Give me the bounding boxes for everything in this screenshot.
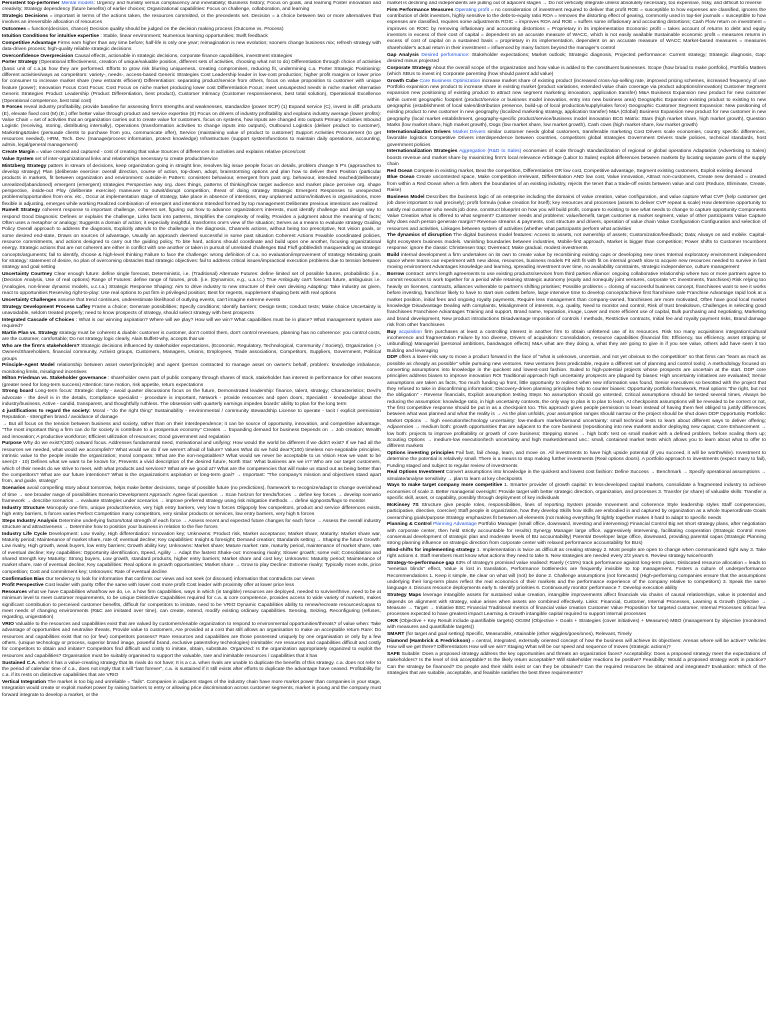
section-term: Scenarios	[2, 486, 26, 492]
section-term: Purpose	[2, 441, 22, 447]
section-martin-plan-vs-strategy	[2, 331, 381, 344]
section-strong-board	[2, 389, 381, 408]
section-body: : shareholder owns part of public company through shares of stock, stakeholder has interest in performance for other reasons (greater need for long-term success) Attention: tone motion, risk appetite, return expectations	[2, 376, 381, 388]
section-term: Uncertainty Challenges	[2, 297, 57, 303]
section-planning-control	[387, 522, 766, 547]
section-body: Moral - "do the right thing" Sustainability - environmental / community stewardship License to operate - tacit / explicit permission Reputation - strengthen brand / avoidance of damage	[2, 408, 381, 421]
section-highlight: Aggregation (R&D to Sales)	[459, 149, 522, 155]
section-term: Outcomes	[2, 27, 26, 33]
section-term: Persistent top-performer	[2, 1, 60, 6]
section-highlight: Planning Advantage	[433, 522, 477, 528]
section-body: reveal industry profitability, provide baseline for assessing firm's strengths and weaknesses, standardize (power SCP) (1) Expand service (C), invest in diff. products (E), elevate fixed cost (M) (E.) offer better value through product and service expertise (S) Focus on drivers of industry profitability and explains industry average (lower profits): Value Chain = set of activities that an organization carries out to create value for customers, focus on systems, how inputs are changed into outputs Primary Activities Inbound Logistic (receiving, storing, distributing internally), Operations (transformation activities to change inputs into outputs), Outbound Logistics (deliver product to customer), Marketing&Sales (persuade clients to purchase from you, communicate offer), Service (maintaining value of product to customer) Support Activities Procurement (to get resources needed), HRM, Tech. Dev. (manage/process information, protect knowledge) Infrastructure (support system/functions to maintain daily operations, accounting, admin, legal/general management)	[2, 105, 381, 149]
section-para	[2, 422, 381, 441]
section-strategy-development-process-lafley	[2, 305, 381, 318]
section-term: Martin Plan vs. Strategy	[2, 330, 58, 336]
section-body: Causal effects, actionable in strategic decisions, corporate finance capabilities, investment strategies	[74, 53, 293, 59]
section-term: 4 justifications to regard the society:	[2, 408, 91, 414]
section-buy	[387, 330, 766, 355]
section-scenarios	[2, 486, 381, 505]
section-term: OKR	[387, 618, 398, 624]
section-corporate-strategy	[387, 66, 766, 79]
section-body: Create uncontested space, Make competition irrelevant, Differentiation AND low cost, Value innovation, Attract non-customers, Create new demand = created from within a Red Ocean when a firm alters the boundaries of an existing industry, rejects the tenet that a trade-off exists between value and cost (Reduce, Eliminate, Create, Raise)	[387, 175, 766, 194]
section-rumelt-strategy	[2, 208, 381, 271]
section-outcomes	[2, 27, 381, 33]
section-body: internal development a firm undertakes on its own to create value by recombining existing caps or developing new ones Internal exploratory environment independent space where teams can experiment with new ideas, resources, business models Fit with fit with fit on internal growth slow to acquire new resources needed to survive in fast moving environment Advantages knowledge and learning, spreading investment over time, no availability constraints, strategic independence, culture management	[387, 252, 766, 271]
section-body: coherent response to important challenge, coherent set, figuring out how to advance organization's interests, must identify challenge and design way to respond Good Diagnosis: Defines or explains the challenge, Links facts into patterns, Simplifies the complexity of reality, Provides a judgment about the meaning of facts; Often uses a metaphor or analogy; Suggests a domain of action; it especially insightful, transforms one's view of the situation; Serves as a means to evaluate strategy Guiding Policy Overall approach to address the diagnosis, Explicitly attends to the challenge in the diagnosis, Channels actions, without being too prescriptive, Not vision goals, or some desired end-state, Draws on sources of advantage, Usually an approach deemed successful in some past situation Coherent Actions Feasible coordinated policies, resource commitments, and actions designed to carry out the guiding policy, To bite hard, actions should coordinate and build upon one another, focusing organizational energy. Strategic actions that are not coherent are either in conflict with one another or taken in pursuit of unrelated challenges Bad Fluff gobbledish masquerading as strategic concepts/arguments; fail to identify, choose & high-level thinking Failure to face the challenge: wrong definition of c.a. no evaluation/improvement of strategy Mistaking goals for strategy: statement of desire, no plan of overcoming obstacles Bad strategic objectives: fail to address critical issues/impractical execution problems due to tension between strategy and goal setting	[2, 208, 381, 271]
section-term: Uncertainty Courtney	[2, 272, 53, 278]
section-body: (for target and goal setting) Specific, Measurable, Attainable (other wiggles/goes/ones), Relevant, Timely	[405, 632, 632, 638]
section-mintzberg-strategy	[2, 164, 381, 208]
section-body: : Stakeholder expectations; Market outlook; Strategic diagnosis, Projected performance: Current strategy; Strategic diagnosis, Gap: desired minus projected	[387, 52, 766, 64]
section-body: → But all focus on the tension between business and society, rather than on their interdependence; it can be source of opportunity, innovation, and competitive advantage. "The most important thing a firm can do for society is contribute to a prosperous economy" Creates → Expanding demand for business Depends on → Job creation; Wealth and innovation; A productive workforce; Efficient utilization of resources; Good government and regulation	[2, 421, 381, 440]
section-body: : Stable, linear environment; Numerous learning opportunities; Swift feedback	[100, 33, 268, 39]
section-highlight: Market Drivers	[452, 129, 486, 135]
section-body: similar customer needs global customers, transferable marketing Cost Drivers scale economies, country specific differences, favorable logistics Competitive Drivers interdependence between countries, competitors global strategies Government Drivers trade policies, technical standards, host government policies	[387, 129, 766, 148]
section-term: Blue Ocean	[387, 175, 415, 181]
section-term: 5 Forces	[2, 105, 23, 111]
section-body: set of inter-organizational links and relationships necessary to create product/service	[34, 156, 218, 162]
section-term: Gap Analysis	[387, 52, 419, 58]
section-highlight: Operating profit	[455, 7, 490, 13]
section-body: assume that trend continues, underestimate likelihood of outlying events, can't imagine extreme events	[57, 297, 281, 303]
section-body: The digital business model features: Access to assets, not ownership of assets; Customization/feedback; Data; Always on and mobile. Capital-light ecosystem business models. Vanishing boundaries between industries, Mobile-first approach, Market is bigger than competition; Power shifts to Customer Incumbent response: ignore the classic Christensen trap; Overreact; Make gradual, modest investments	[387, 233, 766, 251]
section-term: Strategy Development Process Lafley	[2, 304, 91, 310]
section-body: Fail fast, fail cheap, learn, and move on. All investments to have high upside potential (if you succeed, it will be worthwhile). Investment to determine the potential is relatively small. There is a means to stop making further investments (Real options doors). A portfolio approach to investments (expect many to fail), Funding staged and subject to regular review of investments	[387, 450, 766, 469]
section-term: Internationalization Strategies	[387, 149, 458, 155]
section-body: The market is too big and unreliable = "fails". Companies in adjacent stages of the industry chain have more market power than companies in your stage, Integration would create or exploit market power by raising barriers to entry or allowing price discrimination across customer segments, market is young and the company must forward integrate to develop a market, or the	[2, 679, 381, 698]
section-body: Structure give people roles, responsibilities, lines of reporting System provide movement and coherence Style leadership styles Staff competencies, participative, directive, coercive) Staff people in organization, how they develop Skills how skills are embodied in and captured by organization as a whole Superordinate Goals overarching goals/purpose Strategy emphasizes fit between all elements (not making everything fit tightly together makes it hard to adapt to specific needs	[387, 502, 766, 521]
section-blue-ocean	[387, 175, 766, 194]
section-4-justifications-to-regard-the-society	[2, 409, 381, 422]
section-strategic-decisions	[2, 14, 381, 27]
section-term: Confirmation Bias	[2, 576, 45, 582]
section-body: Development: Low rivalry, High differentiation: Innovation key; Unknowns: Product risk, Market acceptance; Market share; Maturity: Market share war, Maturity period; Maintenance of market share, rate of; eventual decline; Key capabilities: Insight & foresight; Demand creation; Standards setting → Shaping the future Growth: Low rivalry, High growth, weak buyers, low entry barriers; Growth ability key; Unknowns: Market share; Mature market: rate, maturity period, maintenance of market share, rate of eventual decline; Key capabilities: Opportunity identification, Speed, Agility → Adapt the fastest Shake-out: Increasing rivalry; Slower growth; some exit; Consolidation and shared strength key Maturity: Strong buyers, Low growth, standard products, higher entry barriers; Market share and cost key; Unknowns: Maturity period; Maintenance of market share, rate of eventual decline; Key capabilities: Real options in growth opportunities; Market share → Grow to play Decline: Extreme rivalry; Typically more exits, price competition; Cost and commitment key; Unknowns: Rate of eventual decline	[2, 531, 381, 575]
section-term: Intuition Conditions for intuitive expertise	[2, 33, 99, 39]
section-vrio	[2, 622, 381, 660]
section-term: Value System	[2, 156, 34, 162]
section-mind-shifts-for-implementing-strategy	[387, 548, 766, 561]
section-term: Create Margin	[2, 150, 35, 156]
section-para	[387, 1, 766, 7]
section-smart	[387, 632, 766, 638]
section-body: Frame a choice; Generate possibilities; Specify conditions; Identify barriers; Design tests; conduct tests; Make choice Uncertainty is unavoidable, seldom treated properly; need to know prospects of strategy, should select strategy with best prospects	[2, 304, 381, 316]
section-body: Clear enough future: define single forecast, Deterministic, i.e. (Traditional) Alternate Futures: define limited set of possible futures, probabilistic (i.e., (Decision Analysis, Use of real options) Range of Futures: define range of futures, prob. (i.e. (Dynamics, e.g., u.a.r.c.) True Ambiguity can't forecast future, ambiguous i.e. (Analogies, non-linear dynamic models, u.c.r.a.) Strategic Response Shaping: Aim to drive industry to new structure of their own devising Adapting: Take industry as given, react to opportunities Reserving right-to-play: Use real options to put firm in privileged position; Best for regents, supplement shaping bets with real options	[2, 272, 381, 297]
section-body: Firms earn higher than any time before; half-life is only one year; reimagination is new evolution; sooners change business mix; refresh strategy with data-driven process; high-quality reliable strategic decisions	[2, 40, 381, 52]
section-body: Determine underlying factors/total strength of each force → Assess recent and expected future changes for each force → Assess the overall industry structure and attractiveness → Determine how to position your business in relation to the five forces	[2, 518, 381, 530]
section-highlight: Desired performance	[421, 52, 469, 58]
section-term: DDP	[387, 355, 398, 361]
section-highlight: Core Business Optimization	[419, 78, 481, 84]
section-body: strategy must be coherent & doable: customer is customer, don't control them, don't control revenues, planning has no coherence: you control costs, are the customer, comfortable; Do not strategy logic clearly, Alain Buffett-why, accepts that we	[2, 330, 381, 343]
section-term: Strategy-to-performance gap	[387, 561, 455, 567]
section-term: Strategy Maps	[387, 593, 422, 599]
section-firm-performance-measures	[387, 8, 766, 52]
section-body: 63% of strategy's promised value realised: Rarely (<15%) track performance against long-term plans, Dislocated resource allocation = leads to "venetian blinds" effect, Value is lost in translation, Performance bottlenecks are frequently invisible to top management, Fosters a culture of underperformance Recommendations 1. Keep it simple, Be clear on what will (not) be done 2. Challenge assumptions (not forecasts) (High-performing companies ensure that the assumptions underlying their long-term plans reflect the real economics of their markets and the performance experience of the company relative to competitors) 3. Speak the same language 4. Discuss resource deployments early 5. Identify priorities 6. Continuously monitor performance 7. Develop execution ability	[387, 561, 766, 592]
left-column	[2, 1, 381, 1024]
section-mckinsey-7s	[387, 503, 766, 522]
section-body: Convert assumptions into knowledge in the quickest and lowest cost fashion: Define Success → Benchmark → Specify operational assumptions → simulate/analyse sensitivity → plan to learn at key checkpoints	[387, 470, 766, 482]
section-body: Describes the business logic of an enterprise including the domains of value creation, value configuration, and value capture What CVP (help customer get job done important to nail precisely); profit formula (value creation for itself); key resources and processes (assets to deliver CVP repeat & scale) How determine opportunity to satisfy real customer who needs job done, construct blueprint on how you will build profit, compare to existing to see what needs to change to capture opportunity Components Value Creation what is offered to what segment? Customer needs and problems: value/benefit, target customer & market segment, value of other participants Value Capture why does each person generate margin? Revenue streams & payments, cost structure and drivers, operation of value chain Value Configuration Configuration and selection of resources and activities, Linkages between system of activities (whether what participants perform what activities	[387, 194, 766, 232]
section-term: Buy	[387, 329, 397, 335]
section-growth-cube	[387, 79, 766, 130]
section-highlight: Mental models	[61, 1, 94, 6]
section-ways-to-make-target-company-more-competi	[387, 483, 766, 502]
section-body: Suitable: Does a proposed strategy address the key opportunities and threats an organization faces? Acceptability: Does a proposed strategy meet the expectations of stakeholders? Is the level of risk acceptable? Is the likely return acceptable? Will stakeholder reactions be positive? Feasibility: Would a proposed strategy work in practice? Can the strategy be financed? Do people and their skills exist or can they be obtained? Can the required resources be obtained and integrated? Evaluation: Which of the strategies that are suitable, acceptable, and feasible satisfies the best three requirements?	[387, 651, 766, 676]
section-term: McKinsey 7S	[387, 502, 419, 508]
section-term: Porter Strategy	[2, 60, 38, 66]
section-body: pattern in stream of decisions, keep organization going in straight line, resolves big issue people focus on details, problem change 5 P's (approaches to develop strategy) Plan (deliberate exercise: overall direction, course of action, top-down, adopt, brainstorming options and plan how to deliver them Position (particular products in markets, fit between organization and environment: outside-in Pattern: consistent behaviour, emergent from past org. behaviour, intended reached(deliberate) unrealized(abandoned) emergent (emergent) strategies Perspective way org. does things, patterns of thinking/how target audience and market place perceive org. shape perspective, inside-out Ploy (deliberate exercise) maneuver to outwit/disrupt competition, threat of doing strategy Strategic Emergent Responses to unexpected problems/opportunities from env. etc., Occur at implementation stage of strategy, take place in absence of intentions, may unplanned actions/initiatives in organisations, more flexible in adjusting, emerges while working Realized combination of emergent and intentions Intended formed by top management Deliberate previous intentions are realized	[2, 163, 381, 207]
section-term: Borrow	[387, 272, 405, 278]
section-term: Mind-shifts for implementing strategy	[387, 548, 476, 554]
section-body: relationship between asset owner(principle) and agent (person contracted to manage asset on owner's behalf, problem: knowledge imbalance, monitoring limits, misaligned incentives	[2, 363, 381, 375]
section-body: (Objective + Key Result include quantifiable targets) OGSM (Objective + Goals + Strategies (cover initiatives) + Measures) MBO (management by objective (monitored with measures and quantifiable targets))	[387, 618, 766, 631]
section-term: Rumelt Strategy	[2, 208, 41, 214]
section-term: Build	[387, 252, 400, 258]
section-persistent-top-performer	[2, 1, 381, 14]
section-body: Our tendency to look for information that confirms our views and not seek (or discount) information that contradicts our views	[45, 576, 315, 582]
section-term: Firm Performance Measures	[387, 7, 454, 13]
section-body: Long-term focus: Strategic clarity - avoid quarter discussions focus on the future, Demonstrated leadership: finance, talent, strategy; Characteristics; Devil's advocate - the devil is in the details, Compliance specialist - procedure is important, Network - provide resources and open doors, Specialist - knowledge about the industry/business, Active - candid, transparent, and thoughtfully ruthless. The obsession with quarterly earnings impedes boards' ability to plan for the long term	[2, 389, 381, 408]
section-body: contract: arm's length agreements to use existing products/services from third parties Alliance: ongoing collaborative relationship where two or more partners agree to commit resources to work together for a period while retaining strategic autonomy (equity and nonequity joint ventures, corporate VC investments, franchises) Risk relying too heavily on licenses, contracts, alliances vulnerable to partner's shifting priorities; Possible problems = cloning of successful business concept, franchisees want to see it works before investing, franchisor likely to have to start own outlets before, large intensive time to develop concept/achieve first franchisee sale Franchise Advantage rapid look at a market position, initial fees and ongoing royalty payments, Require less management than company-owned, franchisees are more motivated, Often have good local market knowledge Disadvantage Dealing with complaints, Misalignment of interests, e.g. quality, Need to monitor and control, Risk of trust breakdown, Challenges in selecting good franchisees Franchisee Advantages Training and support, Brand name, reputation, image, Lower and more efficient use of capital, Bulk purchasing and negotiating, Marketing and brand development, New product introductions Disadvantage Imposition of controls / methods, Restrictive contracts, Initial fee and royalty payment risks, Brand damage risk from other franchisees	[387, 272, 766, 328]
section-body: leverage intangible assets for sustained value creation, intangible improvements affect financials via chains of causal relationships, value is potential and depends on alignment with strategy, value arises when assets are combined effectively. Links: Financial, Customer, Internal Processes, Learning & Growth (Objective → Measure → Target → Initiative BSC Financial Traditional metrics of financial value creation Customer Value Proposition for targeted customer, Internal Processes critical few processes expected to have greatest impact Learning & Growth intangible capital required to support internal processes	[387, 593, 766, 618]
section-milton-friedman-vs-stakeholder-governanc	[2, 376, 381, 389]
section-body: what we have Capabilities what/how we do, i.e. a how firm capabilities, ways in which (in tangible) resources are deployed, needed to survive/thrive, need to be at minimum level to meet customer requirements, to be unique Distinctive Capabilities required for c.a. & core competence, provides access to wide variety of markets, makes significant contribution to perceived customer benefits, difficult for competitors to imitate, need to be VRIO Dynamic Capabilities ability to renew/recreate resources/capas to meet needs of changing environments (R&C are imitated over time), can create, extend, modify existing ordinary capabilities. Sensing, Seizing, Reconfiguring (refuses, regarding, unigestation)	[2, 590, 381, 621]
section-real-options-investment	[387, 470, 766, 483]
section-term: Business Model	[387, 194, 425, 200]
section-term: SMART	[387, 632, 405, 638]
section-internationalization-drivers	[387, 130, 766, 149]
right-column	[387, 1, 766, 1024]
section-term: Strong board	[2, 389, 34, 395]
section-term: Planning & Control	[387, 522, 432, 528]
section-purpose	[2, 441, 381, 485]
section-body: economies of scale through standardization of regional or global operations Adaptation (Advertising to Sales) boosts revenue and market share by maximizing firm's local relevance Arbitrage (Labor to Sales) exploit differences between markets by locating separate parts of the supply chain	[387, 149, 766, 167]
section-term: Growth Cube	[387, 78, 418, 84]
section-build	[387, 253, 766, 272]
section-body: firm purchases at least a controlling interest in another firm to obtain unfettered use of its resources. Risk too many acquisitions integration/cultural incoherence and fragmentation Failure by too diverse, Drivers of acquisition: Consolidation, resource capabilities (financial fits: Efficiency, tax efficiency, asset stripping or unbundling) Managerial (personal ambitions, bandwagon effects) M&A what are they doing a, what they are going to give in if you see value, others add have seen it too Building and leveraging	[387, 329, 766, 354]
section-term: Mintzberg Strategy	[2, 163, 47, 169]
section-term: Overconfidence Overprecision	[2, 53, 74, 59]
section-highlight: acquisition	[398, 329, 422, 335]
section-term: Competitive Advantage	[2, 40, 57, 46]
section-body: Why do we exist?(100) outward focus. Addresses fundamental need, motivational and unifying: How would the world be different if we didn't exist? If we had all the resources we needed, what would we accomplish? What would we do if we weren't afraid of failure? Values What do we hold dear?(100) timeless non-negotiable principles, intrinsic value to the people inside the organization; moral compass: What are the non-negotiables? What would we never be acceptable to us Vision How we want to be seen(3 - 10) Defines what we want to be known for, Prevents a vivid description of the desired future, North Star: What business are we in? Who are our target customers, which of their needs do we strive to meet, with what products and services? What are we good at? What are the competencies that will make us stand out as being better than the competitors? What are our future intentions? What is the organization's aspiration or long-term goal? → Important: "The company's mission and objectives stand apart from, and guide, strategy"	[2, 441, 381, 485]
section-strategy-maps	[387, 593, 766, 618]
section-term: Ways to make target company more competitive	[387, 483, 503, 489]
section-okr	[387, 619, 766, 632]
section-term: Real Options Investment	[387, 470, 445, 476]
section-options-investing-principles	[387, 451, 766, 470]
section-body: : What is our winning aspiration? Where will we play? How will we win? What capabilities must be in place? What management system are required?	[2, 317, 381, 330]
section-industry-structure	[2, 506, 381, 519]
section-body: = function(decision, chance) Decision quality should be judged on the decision making process (Outcome vs. Process)	[27, 27, 284, 33]
section-body: = central, integrated, externally oriented concept of how the business will achieve its objectives: Arenas where will be active? Vehicles How will we get there? Differentiators How will we win? Staging What will be our speed and sequence of moves (strategic actions)?	[387, 638, 766, 651]
section-body: = no consideration of investment required to deliver that profit ROE = susceptible to how expenses are classified, ignores the contribution of debt investors, highly sensitive to the debt-to-equity ratio ROA = removes the distorting effect of gearing, commonly used in top-tier journals = susceptible to how expenses are classified, requires some adjustments ROIC = improves ROA and ROE = suffers some inflationary and accounting distortions; Cash Flow return on investment = improves on ROIC by removing inflationary and accounting distortions = Proprietary in its implementation Economic profit = takes account of returns to debt and equity investors in excess of their cost of capital = dependent on an accurate measure of WACC, which is not easily available Sustainable economic profit = measures returns in excess of cost of capital on a sustained basis = proprietary in its implementation, dependent on an accurate measure of WACC Market-based measures = measures shareholder's actual return in their investment = influenced by many factors beyond the manager's control	[387, 7, 766, 51]
section-the-dynamics-of-disruption	[387, 233, 766, 252]
section-vertical-integration	[2, 680, 381, 699]
section-internationalization-strategies	[387, 149, 766, 168]
section-5-forces	[2, 105, 381, 149]
section-profit-perspective	[2, 583, 381, 589]
section-body: (Operational Effectiveness, creation of unique/valuable position, different sets of activities, choosing what not to do) Differentiation through choice of activities (basic unit of c.a.)& how they are performed. Efforts to grow risk blurring uniqueness, creating compromises, reducing fit, undermining c.a. Porter Strategic Positioning: different activities/ways as competitors: variety-, needs-, access-based Generic Strategies Cost Leadership leader in low-cost production; higher profit margins or lower price for consumer to increase market share (new entrants efficient) Differentiation: separating product/service from others, focus on value proposition to customer with unique feature (power); Innovation Focus Cost Focus: Cost Focus on niche market producing lower cost Differentiation Focus: meet unsuspected needs in niche market Alternative Generic Strategies Product Leadership (Product Differentiation, best product), Customer Intimacy (Customer responsiveness, best total solution), Operational Excellence (Operational competence, best total cost)	[2, 60, 381, 104]
section-value-system	[2, 157, 381, 163]
section-business-model	[387, 195, 766, 233]
section-intuition-conditions-for-intuitive-exper	[2, 34, 381, 40]
section-term: Principle-Agent Model	[2, 363, 55, 369]
section-safe	[387, 652, 766, 677]
section-industry-life-cycle	[2, 532, 381, 576]
section-term: Who are the firm's stakeholders?	[2, 343, 80, 349]
section-uncertainty-challenges	[2, 298, 381, 304]
section-create-margin	[2, 150, 381, 156]
section-confirmation-bias	[2, 577, 381, 583]
section-body: 1. Smarter provider of growth capital: In less-developed capital markets, consolidate a fragmented industry to achieve economies of scale 2. Better managerial oversight: Provide target with better strategic direction, organization, and processes 3. Transfer (or share) of valuable skills: Transfer a specific skill, asset, or capability, possibly through deployment of key individuals	[387, 483, 766, 502]
section-term: Resources	[2, 590, 28, 595]
section-term: Steps Industry Analysis	[2, 518, 58, 524]
section-body: offers a lower-risk way to move a product forward in the face of "what is unknown, uncertain, and not yet obvious to the competition" so that firms can "learn as much as possible as cheaply as possible" while pursuing new ventures. New ventures (less predictable, require a different set of planning and control tools). A methodology focused on converting assumptions into knowledge in the quickest and lowest-cost fashion. Suited to high-potential projects whose prospects are uncertain at the start. DDP core principles address biases to improve innovation ROI Traditional approach high uncertainty prospects are plagued by biases: High uncertainty initiatives are evaluated; Senior assumptions are taken as facts, Too much funding up front, little opportunity to redirect when new information was found, Senior executives so besotted with the project that they refused to take in disconfirming information; Discovery-driven planning principles help to counter biases: Opportunity portfolio framework, Real options "the right, but not the obligation" - Reverse financials, Explicit assumption testing Steps No assumption should go untested, Critical assumptions should be tested several times, Always be reducing the assumption: knowledge ratio, in high uncertainty contexts, the only way to plan is to plan to learn, At checkpoints assumptions will be revealed to be correct or not, The first competitive response should be put in as a checkpoint too. This approach gives people permission to learn instead of having them feel obliged to justify differences between what was planned and what the reality is → As the plan unfolds, your assumption ranges should narrow or the project should be shut down DDP Opportunity Portfolio: Market Options → high execution/technology uncertainty: low-medium market/demand uncertainty: small technical tests to learn about different ways to deliver offering; Adjacencies → medium both: growth opportunities that are adjacent to the core business (repositioning into new markets and/or deploying new capas; Core Enhancement → low both: projects to improve profitability or growth of core business; Stepping stones → high both: test on small market with a defined problem, before scaling them up; Scouting Options → medium-low execution/tech uncertainty and high market/demand unc.: small, contained market tests which allows you to learn about what to offer to different markets	[387, 355, 766, 450]
section-sustained-c-a	[2, 661, 381, 680]
section-term: Industry Structure	[2, 505, 45, 511]
section-term: Profit Perspective	[2, 583, 44, 589]
section-principle-agent-model	[2, 363, 381, 376]
section-body: Cost leader with parity Offer the same with lower cost more profit Cost leader with proximity offer at lower price less	[44, 583, 295, 589]
section-body: 1. Implementation is twice as difficult as creating strategy 2. Most people are open to change when communicated right way 3. Take right actions 4. Staff members must know what actions they need to take 5. New strategies are needed every 2/3 years 6. Review strategy twice/month	[387, 548, 766, 560]
section-term: Industry Life Cycle	[2, 531, 47, 537]
section-body: Strategic decisions influenced by stakeholder expectations, (Economic, Regulatory, Technological, Community / Society), Organization (-> Owners/Shareholders, financial community, Activist groups, Customers, Managers, Unions, Employees, Trade associations, Competitors, Suppliers, Government, Political groups	[2, 343, 381, 362]
section-uncertainty-courtney	[2, 272, 381, 297]
section-term: Milton Friedman vs. Stakeholder governance	[2, 376, 107, 382]
section-body: market is declining and independents are pulling out of adjacent stages → Do not vertically integrate unless absolutely necessary, too expensive, risky, and difficult to reverse	[387, 1, 762, 6]
section-body: Portfolio Manager (small office, downward, investing and intervening) Financial Control Big set short strategy plans, after negotiation with corporate center, then held strictly accountable for results) Synergy Manager large office, aggressively intervening, facilitating cooperation (Strategic Control more consensual development of strategic plan and moderate levels of BU accountability) Parental Developer large office, downward, providing parental capas (Strategic Planning strong planning influence on strategic direction from corporate center with relaxed performance accountability for BUs)	[387, 522, 766, 547]
section-steps-industry-analysis	[2, 519, 381, 532]
section-who-are-the-firm-s-stakeholders	[2, 344, 381, 363]
section-integrated-cascade-of-choices	[2, 318, 381, 331]
section-strategy-to-performance-gap	[387, 561, 766, 593]
section-body: = important in terms of the actions taken, the resources committed, or the precedents set. Decision = a choice between two or more alternatives that involves an irreversible allocation of resources	[2, 14, 381, 26]
section-term: Internationalization Drivers	[387, 129, 451, 135]
section-body: : Urgency and humility versus complacency and inevitability; Business history; Focus on goals, and learning Foster innovation and creativity; Strategy dependency (future benefits) of earlier choices; Organizational capabilities: Focus on challenge, collaboration, and learning	[2, 1, 381, 13]
section-ddp	[387, 355, 766, 450]
section-diamond-hambrick-fredrickson	[387, 639, 766, 652]
section-body: Compete in existing market, Beat the competition, Differentiation OR low cost, Competitive advantage, Segment existing customers, Exploit existing demand	[413, 168, 753, 174]
section-borrow	[387, 272, 766, 329]
section-term: Sustained C.A.	[2, 660, 37, 666]
section-term: Vertical Integration	[2, 679, 47, 685]
section-body: Valuable to the resources and capabilities exist that are valued by customers/enable organization to respond to environmental opportunities/threats? of value when: Take advantage of opportunities and neutralise threats, Provide value to customers, Are provided at a cost that still allows an organisation to make an acceptable return Rare: Do resources and capabilities exist that no (or few) competitors possess? Rare resources and capabilities are those possessed uniquely by one organisation or only by a few others. (unique technology or process, superior brand image, powerful brand, exclusive patents/key technologies) Inimitable: Are resources and capabilities difficult and costly for competitors to obtain and imitate? Competitors find difficult and costly to imitate, obtain, substitute. Organized: Is the organization appropriately organized to exploit the resources and capabilities? Organisation must be suitably organised to support the valuable, rare and inimitable resources / capabilities that it has	[2, 622, 381, 659]
section-term: Corporate Strategy	[387, 65, 432, 71]
section-term: VRIO	[2, 622, 14, 628]
section-term: Red Ocean	[387, 168, 413, 174]
section-term: Strategic Decisions	[2, 14, 48, 20]
section-body: avoid compelling story about tomorrow, helps make better decisions, range of possible future (no predictions), framework to recognize/adapt to change over/ahead of time → see broader range of possibilities Scenario Development Approach: Agree focal question → Scan horizon for trends/forces → define key forces → develop scenario framework → describe scenarios → evaluate strategies under scenarios → improve preferred strategy using risk mitigation methods → define signposts/flags to monitor	[2, 486, 381, 504]
section-term: Options investing principles	[387, 450, 454, 456]
section-body: Monopoly one firm, unique product/service, very high entry barriers, very low 5 forces Oligopoly few competitors, product and service differences exists, high entry barriers, 5 forces varies Perfect Competition many competitors, very similar products or services, low entry barriers, very high 5 forces	[2, 505, 381, 517]
section-term: SAFE	[387, 651, 401, 657]
section-term: The dynamics of disruption	[387, 233, 452, 239]
section-body: when it has a value-creating strategy that its rivals do not have; It is a c.a. when rivals are unable to duplicate the benefits of this strategy. c.a. does not refer to the period of calendar time of c.a., does not imply that it will "last forever", c.a. is sustained if it still exists after efforts to duplicate the advantage have ceased. Profitability for c.a. if its rests on distinctive capabilities that are VRIO	[2, 660, 381, 679]
section-competitive-advantage	[2, 41, 381, 54]
section-resources	[2, 590, 381, 622]
section-body: About the overall scope of the organization and how value is added to the constituent businesses. Scope (how broad to make portfolio), Portfolio Matters (which SBUs to invest in) Corporate parenting (how should parent add value)	[387, 65, 766, 77]
section-term: Integrated Cascade of Choices	[2, 317, 75, 323]
section-porter-strategy	[2, 60, 381, 104]
section-body: = value created and captured - cost of creating that value Sources of differences in activities and explains relative prices/cost	[35, 150, 306, 156]
section-term: Diamond (Hambrick & Fredrickson)	[387, 638, 470, 644]
section-body: increase market share of existing product (increased cross-/up-selling rate, improved pricing schemes, increased frequency of use Portfolio expansion new product to increase share in existing market (product variations, extended value chain coverage via product adoptions/innovation) Customer Segment expansion new positioning of existing product to attract new segment marketing innovation, application transfer) M&A Business Expansion new product for new customer within current geographic footprint (product/service or business model innovation, entry into new business area) Geographic Expansion existing product to existing to new geographic (establishment of local sales/distribution presence, build-up of local production/supply/sales force) Geographic Customer Segment Expansion: New positioning of existing product to new customer in new geography (localized marketing strategy, application transfer) M&A (Global) Business Expansion new product for new customer in new geography (local market establishment, geography-specific product/service/business model innovation BCG Matrix: Stars (high market share, high market growth), Question Marks (low market share, high market growth), Dogs (low market share, low market growth), Cash cows (high market share, low market growth)	[387, 78, 766, 129]
section-gap-analysis	[387, 53, 766, 66]
